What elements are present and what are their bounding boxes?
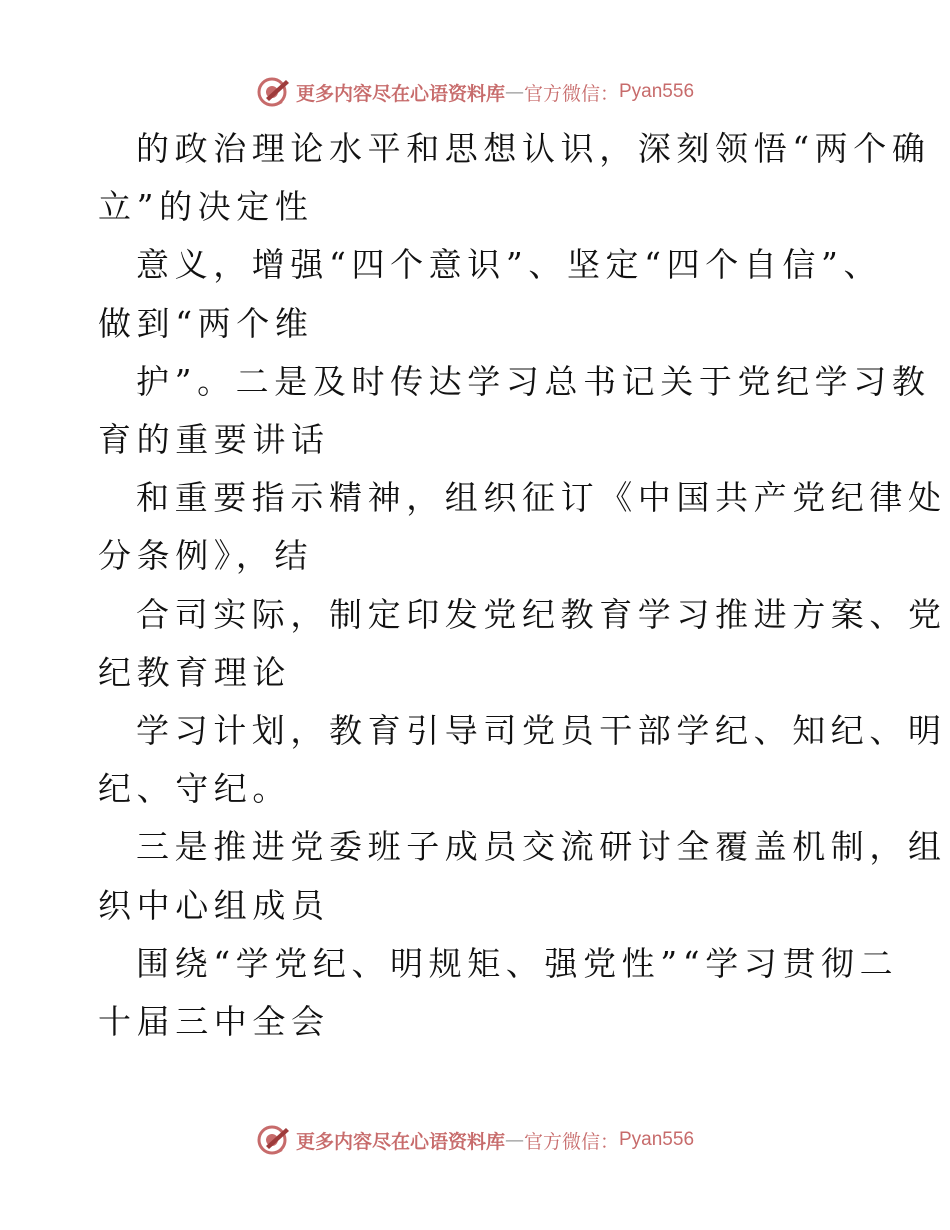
text-line: 十届三中全会	[98, 1002, 330, 1042]
header-separator: —	[504, 81, 524, 103]
text-line: 织中心组成员	[98, 885, 330, 925]
document-body	[98, 120, 947, 1051]
footer-watermark	[0, 1120, 950, 1160]
footer-contact-label: 官方微信：	[523, 1130, 619, 1153]
text-line: 围绕“学党纪、明规矩、强党性”“学习贯彻二	[136, 943, 899, 983]
footer-brand-text: 更多内容尽在心语资料库	[295, 1130, 505, 1153]
header-wechat-id: Pyan556	[619, 81, 695, 102]
text-line: 纪教育理论	[98, 652, 291, 692]
text-line: 三是推进党委班子成员交流研讨全覆盖机制，组	[136, 827, 947, 867]
header-contact-label: 官方微信：	[523, 82, 619, 105]
text-line: 做到“两个维	[98, 303, 314, 343]
text-line: 立”的决定性	[98, 187, 314, 227]
logo-icon	[256, 74, 292, 110]
footer-separator: —	[504, 1129, 524, 1151]
text-line: 学习计划，教育引导司党员干部学纪、知纪、明	[136, 711, 947, 751]
text-line: 育的重要讲话	[98, 420, 330, 460]
text-line: 和重要指示精神，组织征订《中国共产党纪律处	[136, 478, 947, 518]
text-line: 意义，增强“四个意识”、坚定“四个自信”、	[136, 245, 883, 285]
text-line: 护”。二是及时传达学习总书记关于党纪学习教	[136, 361, 931, 401]
text-line: 的政治理论水平和思想认识，深刻领悟“两个确	[136, 129, 931, 168]
header-brand-text: 更多内容尽在心语资料库	[295, 82, 505, 105]
logo-icon	[256, 1122, 292, 1158]
footer-wechat-id: Pyan556	[619, 1129, 695, 1150]
header-watermark	[0, 72, 950, 112]
text-line: 分条例》，结	[98, 536, 314, 576]
text-line: 纪、守纪。	[98, 769, 291, 809]
text-line: 合司实际，制定印发党纪教育学习推进方案、党	[136, 594, 947, 634]
